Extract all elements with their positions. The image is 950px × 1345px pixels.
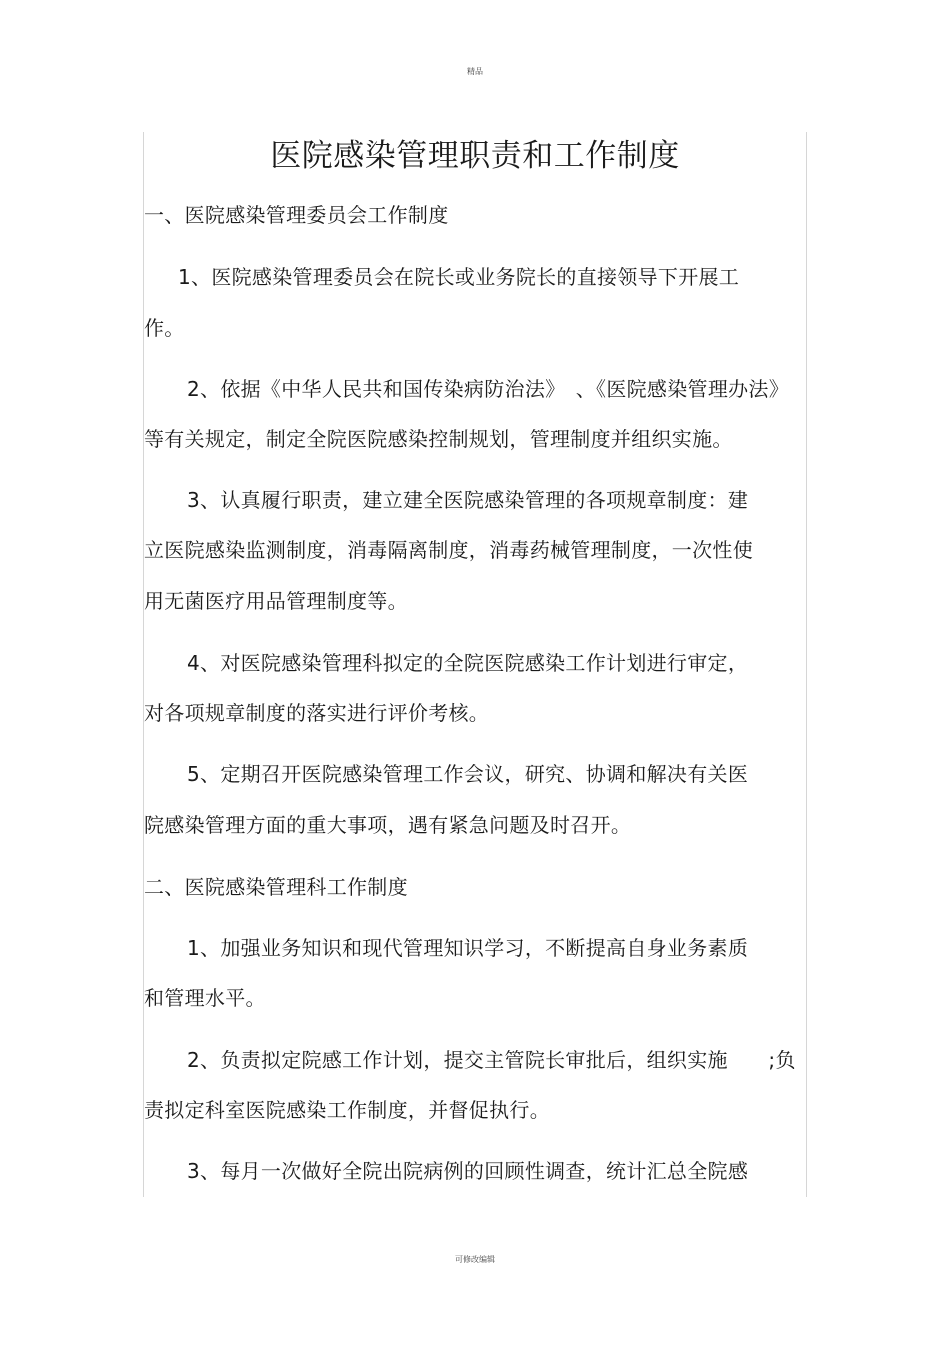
paragraph-line: 对各项规章制度的落实进行评价考核。: [144, 701, 490, 725]
document-title: 医院感染管理职责和工作制度: [270, 138, 680, 174]
paragraph-line: 2、依据《中华人民共和国传染病防治法》 、《医院感染管理办法》: [187, 377, 790, 401]
paragraph-line: 5、定期召开医院感染管理工作会议，研究、协调和解决有关医: [187, 762, 749, 786]
left-margin-rule: [143, 132, 144, 1197]
paragraph-line: 作。: [144, 316, 185, 340]
paragraph-line: 责拟定科室医院感染工作制度，并督促执行。: [144, 1098, 550, 1122]
paragraph-line: 1、医院感染管理委员会在院长或业务院长的直接领导下开展工: [178, 265, 740, 289]
paragraph-line: 3、认真履行职责，建立建全医院感染管理的各项规章制度：建: [187, 488, 749, 512]
paragraph-line: 1、加强业务知识和现代管理知识学习，不断提高自身业务素质: [187, 936, 749, 960]
paragraph-line: 3、每月一次做好全院出院病例的回顾性调查，统计汇总全院感: [187, 1159, 749, 1183]
paragraph-line: 用无菌医疗用品管理制度等。: [144, 589, 408, 613]
paragraph-line: 和管理水平。: [144, 986, 266, 1010]
paragraph-line: 2、负责拟定院感工作计划，提交主管院长审批后，组织实施 ;负: [187, 1048, 796, 1072]
paragraph-line: 4、对医院感染管理科拟定的全院医院感染工作计划进行审定，: [187, 651, 749, 675]
paragraph-line: 院感染管理方面的重大事项，遇有紧急问题及时召开。: [144, 813, 632, 837]
paragraph-line: 立医院感染监测制度，消毒隔离制度，消毒药械管理制度，一次性使: [144, 538, 753, 562]
page-footer: 可修改编辑: [455, 1255, 495, 1264]
section-heading-1: 一、医院感染管理委员会工作制度: [144, 203, 449, 227]
paragraph-line: 等有关规定，制定全院医院感染控制规划，管理制度并组织实施。: [144, 427, 733, 451]
right-margin-rule: [806, 132, 807, 1197]
page-header: 精品: [467, 67, 483, 76]
section-heading-2: 二、医院感染管理科工作制度: [144, 875, 408, 899]
